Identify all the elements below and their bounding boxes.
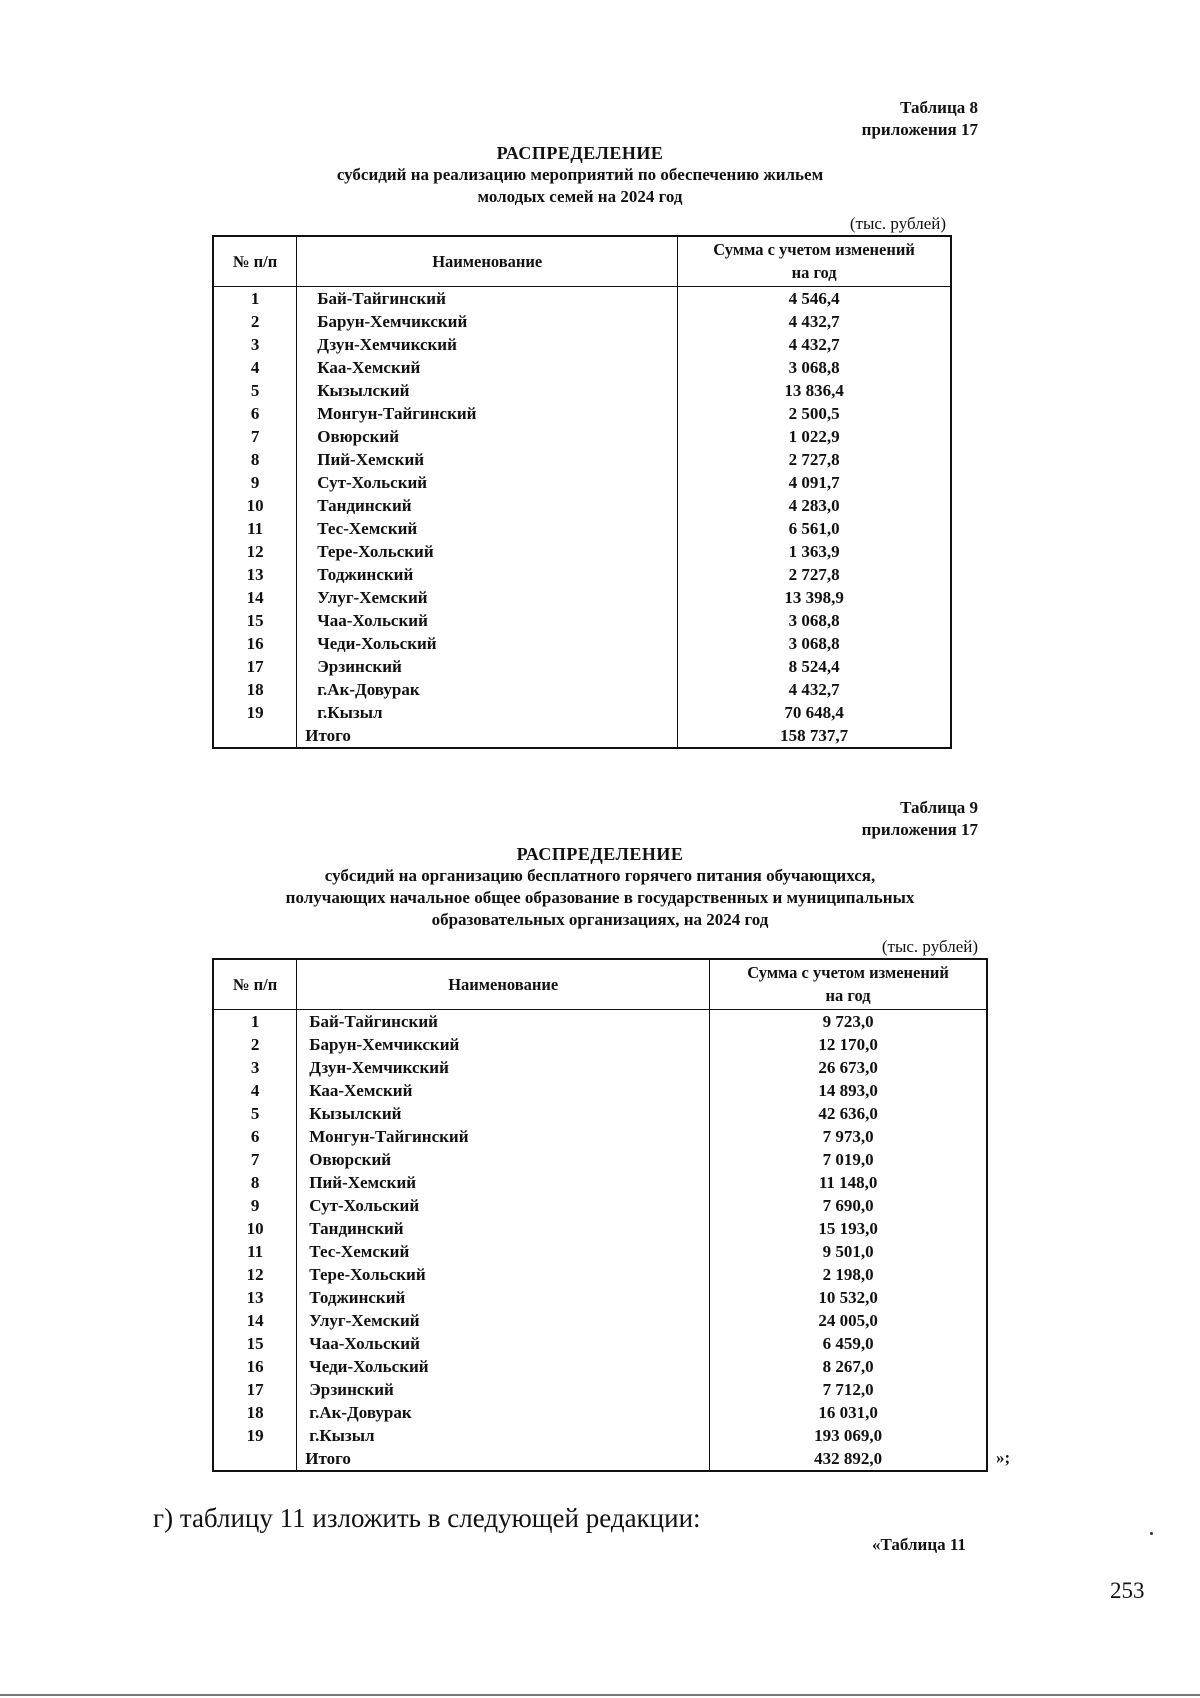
row-number: 8 <box>213 1171 297 1194</box>
row-name: Чеди-Хольский <box>297 632 678 655</box>
table-row <box>213 1355 987 1378</box>
row-name: Барун-Хемчикский <box>297 310 678 333</box>
table9-closing-mark: »; <box>996 1448 1011 1467</box>
table-row <box>213 1240 987 1263</box>
row-number: 3 <box>213 1056 297 1079</box>
row-number: 7 <box>213 425 297 448</box>
table-row <box>213 1332 987 1355</box>
total-empty-cell <box>213 1447 297 1471</box>
table-row <box>213 1309 987 1332</box>
row-number: 15 <box>213 609 297 632</box>
row-name: Монгун-Тайгинский <box>297 1125 710 1148</box>
row-value: 70 648,4 <box>678 701 951 724</box>
row-value: 2 198,0 <box>710 1263 987 1286</box>
row-number: 9 <box>213 471 297 494</box>
row-number: 10 <box>213 494 297 517</box>
row-name: Тес-Хемский <box>297 1240 710 1263</box>
row-value: 193 069,0 <box>710 1424 987 1447</box>
row-name: Чеди-Хольский <box>297 1355 710 1378</box>
table-row <box>213 586 951 609</box>
page-number: 253 <box>1110 1578 1145 1603</box>
row-number: 3 <box>213 333 297 356</box>
row-number: 18 <box>213 678 297 701</box>
row-number: 14 <box>213 1309 297 1332</box>
row-value: 2 727,8 <box>678 448 951 471</box>
table8-header-num: № п/п <box>213 236 297 286</box>
table-row <box>213 678 951 701</box>
table8-subtitle-line-2: молодых семей на 2024 год <box>477 187 683 206</box>
table9-header-num: № п/п <box>213 959 297 1009</box>
row-name: Сут-Хольский <box>297 1194 710 1217</box>
row-name: Тандинский <box>297 1217 710 1240</box>
row-value: 13 836,4 <box>678 379 951 402</box>
row-value: 14 893,0 <box>710 1079 987 1102</box>
table-row <box>213 563 951 586</box>
total-value: 432 892,0 <box>710 1447 987 1471</box>
table9-title: РАСПРЕДЕЛЕНИЕ <box>516 844 684 864</box>
row-number: 17 <box>213 1378 297 1401</box>
row-number: 13 <box>213 563 297 586</box>
table-row <box>213 448 951 471</box>
row-name: Кызылский <box>297 379 678 402</box>
table8-body <box>213 286 951 748</box>
row-value: 12 170,0 <box>710 1033 987 1056</box>
table-row <box>213 356 951 379</box>
row-number: 19 <box>213 701 297 724</box>
row-value: 1 022,9 <box>678 425 951 448</box>
next-table-label: «Таблица 11 <box>872 1535 966 1554</box>
row-number: 7 <box>213 1148 297 1171</box>
row-name: Каа-Хемский <box>297 356 678 379</box>
row-value: 42 636,0 <box>710 1102 987 1125</box>
row-value: 24 005,0 <box>710 1309 987 1332</box>
row-number: 6 <box>213 1125 297 1148</box>
table-row <box>213 1378 987 1401</box>
table8-title: РАСПРЕДЕЛЕНИЕ <box>496 143 664 163</box>
table-row <box>213 1217 987 1240</box>
row-name: Бай-Тайгинский <box>297 286 678 310</box>
table-row <box>213 425 951 448</box>
table8-header-sum-line-1: Сумма с учетом изменений <box>713 240 915 260</box>
row-name: Тандинский <box>297 494 678 517</box>
table8-subtitle-line-1: субсидий на реализацию мероприятий по обеспечению жильем <box>336 165 824 184</box>
table-row <box>213 1033 987 1056</box>
row-name: Тере-Хольский <box>297 1263 710 1286</box>
row-name: Каа-Хемский <box>297 1079 710 1102</box>
row-number: 5 <box>213 1102 297 1125</box>
table-row <box>213 310 951 333</box>
row-number: 17 <box>213 655 297 678</box>
row-number: 5 <box>213 379 297 402</box>
row-value: 7 690,0 <box>710 1194 987 1217</box>
row-number: 6 <box>213 402 297 425</box>
page-bottom-edge <box>0 1694 1200 1696</box>
row-name: Чаа-Хольский <box>297 609 678 632</box>
row-number: 15 <box>213 1332 297 1355</box>
row-number: 16 <box>213 1355 297 1378</box>
table-row <box>213 333 951 356</box>
row-name: Эрзинский <box>297 655 678 678</box>
row-number: 9 <box>213 1194 297 1217</box>
table-row <box>213 540 951 563</box>
total-row <box>213 1447 987 1471</box>
table9-header-name: Наименование <box>297 959 710 1009</box>
row-value: 11 148,0 <box>710 1171 987 1194</box>
row-name: Дзун-Хемчикский <box>297 333 678 356</box>
row-number: 13 <box>213 1286 297 1309</box>
row-value: 9 501,0 <box>710 1240 987 1263</box>
row-number: 4 <box>213 1079 297 1102</box>
row-value: 16 031,0 <box>710 1401 987 1424</box>
table9-subtitle-line-3: образовательных организациях, на 2024 год <box>431 910 769 929</box>
table-row <box>213 1102 987 1125</box>
row-name: Сут-Хольский <box>297 471 678 494</box>
row-number: 11 <box>213 517 297 540</box>
row-name: Тоджинский <box>297 1286 710 1309</box>
row-value: 3 068,8 <box>678 609 951 632</box>
total-empty-cell <box>213 724 297 748</box>
table-row <box>213 1148 987 1171</box>
row-value: 26 673,0 <box>710 1056 987 1079</box>
row-value: 6 561,0 <box>678 517 951 540</box>
row-name: Эрзинский <box>297 1378 710 1401</box>
table9-units: (тыс. рублей) <box>881 937 978 956</box>
table-row <box>213 286 951 310</box>
row-value: 8 524,4 <box>678 655 951 678</box>
row-value: 2 500,5 <box>678 402 951 425</box>
total-row <box>213 724 951 748</box>
row-value: 7 712,0 <box>710 1378 987 1401</box>
row-number: 10 <box>213 1217 297 1240</box>
row-name: Пий-Хемский <box>297 448 678 471</box>
row-value: 8 267,0 <box>710 1355 987 1378</box>
row-number: 1 <box>213 286 297 310</box>
row-value: 4 283,0 <box>678 494 951 517</box>
row-number: 4 <box>213 356 297 379</box>
row-name: Дзун-Хемчикский <box>297 1056 710 1079</box>
table8-title-block <box>240 142 920 208</box>
row-value: 7 019,0 <box>710 1148 987 1171</box>
table-row <box>213 1056 987 1079</box>
table8-appendix-label: приложения 17 <box>861 120 978 139</box>
row-name: г.Ак-Довурак <box>297 1401 710 1424</box>
table-row <box>213 1263 987 1286</box>
table-row <box>213 1424 987 1447</box>
table8-header-sum-line-2: на год <box>791 263 837 283</box>
table-row <box>213 494 951 517</box>
table-row <box>213 379 951 402</box>
total-value: 158 737,7 <box>678 724 951 748</box>
total-label: Итого <box>297 724 678 748</box>
instruction-text: г) таблицу 11 изложить в следующей редакции: <box>153 1503 701 1533</box>
row-name: г.Кызыл <box>297 1424 710 1447</box>
row-number: 12 <box>213 1263 297 1286</box>
table-row <box>213 632 951 655</box>
row-value: 3 068,8 <box>678 632 951 655</box>
table8-header-sum <box>678 236 951 286</box>
table9-header-sum-line-2: на год <box>825 986 871 1006</box>
row-name: Кызылский <box>297 1102 710 1125</box>
row-number: 16 <box>213 632 297 655</box>
row-name: Тоджинский <box>297 563 678 586</box>
row-number: 8 <box>213 448 297 471</box>
row-name: Чаа-Хольский <box>297 1332 710 1355</box>
table-row <box>213 1401 987 1424</box>
row-name: Улуг-Хемский <box>297 1309 710 1332</box>
table-row <box>213 1286 987 1309</box>
table-row <box>213 1194 987 1217</box>
row-name: Овюрский <box>297 425 678 448</box>
row-value: 4 091,7 <box>678 471 951 494</box>
row-value: 10 532,0 <box>710 1286 987 1309</box>
table9-header-sum <box>710 959 987 1009</box>
row-name: г.Ак-Довурак <box>297 678 678 701</box>
row-value: 6 459,0 <box>710 1332 987 1355</box>
table9 <box>212 958 988 1472</box>
table8 <box>212 235 952 749</box>
table9-appendix-label: приложения 17 <box>861 820 978 839</box>
table-row <box>213 609 951 632</box>
row-name: Тере-Хольский <box>297 540 678 563</box>
row-name: Пий-Хемский <box>297 1171 710 1194</box>
table9-subtitle-line-1: субсидий на организацию бесплатного горячего питания обучающихся, <box>324 866 876 885</box>
row-value: 7 973,0 <box>710 1125 987 1148</box>
table-row <box>213 655 951 678</box>
row-value: 9 723,0 <box>710 1009 987 1033</box>
row-value: 3 068,8 <box>678 356 951 379</box>
table-row <box>213 1009 987 1033</box>
row-value: 4 546,4 <box>678 286 951 310</box>
total-label: Итого <box>297 1447 710 1471</box>
table-row <box>213 701 951 724</box>
row-number: 12 <box>213 540 297 563</box>
row-number: 1 <box>213 1009 297 1033</box>
table-row <box>213 471 951 494</box>
table9-header-right <box>700 797 978 841</box>
table8-header-name: Наименование <box>297 236 678 286</box>
row-name: Тес-Хемский <box>297 517 678 540</box>
table9-header-sum-line-1: Сумма с учетом изменений <box>747 963 949 983</box>
row-value: 13 398,9 <box>678 586 951 609</box>
table-row <box>213 517 951 540</box>
table8-header-right <box>700 97 978 141</box>
row-number: 18 <box>213 1401 297 1424</box>
table-row <box>213 1171 987 1194</box>
row-value: 4 432,7 <box>678 310 951 333</box>
table8-number-label: Таблица 8 <box>900 98 978 117</box>
row-value: 4 432,7 <box>678 333 951 356</box>
row-name: Монгун-Тайгинский <box>297 402 678 425</box>
row-name: Овюрский <box>297 1148 710 1171</box>
table-row <box>213 1079 987 1102</box>
row-name: г.Кызыл <box>297 701 678 724</box>
table8-units: (тыс. рублей) <box>849 214 946 233</box>
table9-subtitle-line-2: получающих начальное общее образование в государственных и муниципальных <box>285 888 915 907</box>
row-number: 11 <box>213 1240 297 1263</box>
table9-body <box>213 1009 987 1471</box>
row-number: 2 <box>213 310 297 333</box>
row-name: Барун-Хемчикский <box>297 1033 710 1056</box>
table9-number-label: Таблица 9 <box>900 798 978 817</box>
row-number: 2 <box>213 1033 297 1056</box>
row-value: 15 193,0 <box>710 1217 987 1240</box>
row-name: Бай-Тайгинский <box>297 1009 710 1033</box>
row-value: 1 363,9 <box>678 540 951 563</box>
row-value: 2 727,8 <box>678 563 951 586</box>
row-number: 19 <box>213 1424 297 1447</box>
table-row <box>213 402 951 425</box>
scan-speck <box>1150 1532 1153 1535</box>
table-row <box>213 1125 987 1148</box>
table9-title-block <box>190 843 1010 931</box>
row-name: Улуг-Хемский <box>297 586 678 609</box>
row-number: 14 <box>213 586 297 609</box>
row-value: 4 432,7 <box>678 678 951 701</box>
